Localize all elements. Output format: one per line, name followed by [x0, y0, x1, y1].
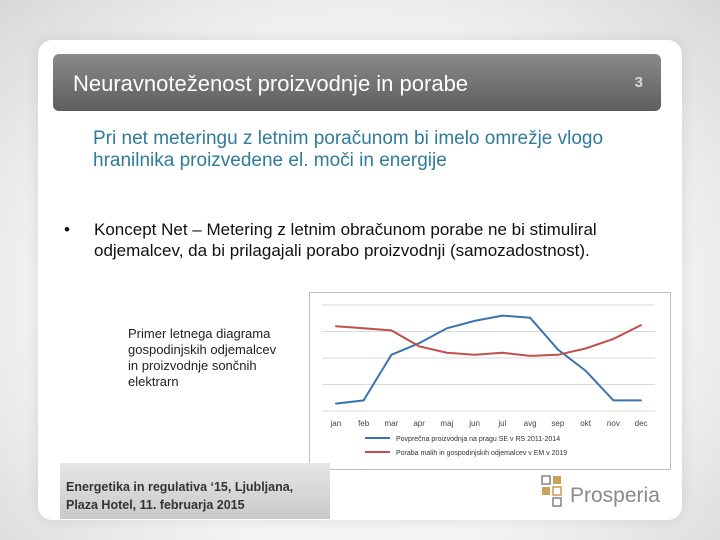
- x-tick-label: dec: [634, 419, 648, 428]
- x-tick-label: maj: [440, 419, 454, 428]
- logo-mark-icon: [540, 474, 568, 510]
- slide-title: Neuravnoteženost proizvodnje in porabe: [73, 71, 469, 96]
- data-point: [557, 349, 559, 351]
- data-point: [390, 354, 392, 356]
- data-point: [612, 338, 614, 340]
- data-point: [529, 355, 531, 357]
- data-point: [363, 327, 365, 329]
- data-point: [446, 352, 448, 354]
- x-tick-label: okt: [580, 419, 591, 428]
- footer-text: [66, 478, 328, 514]
- logo-text: Prosperia: [570, 484, 660, 507]
- x-tick-label: mar: [384, 419, 399, 428]
- data-point: [418, 345, 420, 347]
- x-tick-label: apr: [413, 419, 425, 428]
- data-point: [640, 324, 642, 326]
- footer-box: [60, 463, 330, 519]
- legend-entry: Povprečna proizvodnja na pragu SE v RS 2011-2014: [396, 436, 561, 443]
- line-chart: [310, 293, 670, 469]
- data-point: [418, 342, 420, 344]
- data-point: [335, 403, 337, 405]
- data-point: [640, 400, 642, 402]
- data-point: [474, 320, 476, 322]
- bullet-text: Koncept Net – Metering z letnim obračunom porabe ne bi stimuliral odjemalcev, da bi prilagajali porabo proizvodnji (samozadostnost).: [94, 220, 597, 260]
- x-tick-label: avg: [523, 419, 537, 428]
- x-tick-label: jun: [469, 419, 480, 428]
- legend-entry: Poraba malih in gospodinjskih odjemalcev v EM v 2019: [396, 450, 568, 457]
- x-tick-label: sep: [551, 419, 565, 428]
- data-point: [612, 400, 614, 402]
- series-line-2: [336, 325, 641, 356]
- data-point: [501, 315, 503, 317]
- data-point: [585, 348, 587, 350]
- footer-line-2: Plaza Hotel, 11. februarja 2015: [66, 498, 245, 512]
- bullet-marker: •: [64, 220, 70, 239]
- x-tick-label: feb: [358, 419, 370, 428]
- data-point: [335, 325, 337, 327]
- data-point: [557, 354, 559, 356]
- slide-number: 3: [634, 74, 643, 91]
- intro-text: Pri net meteringu z letnim poračunom bi imelo omrežje vlogo hranilnika proizvedene el. moči in energije: [93, 128, 604, 171]
- data-point: [363, 400, 365, 402]
- title-bar: [53, 54, 661, 111]
- data-point: [474, 354, 476, 356]
- data-point: [529, 317, 531, 319]
- data-point: [390, 330, 392, 332]
- chart-caption: Primer letnega diagrama gospodinjskih odjemalcev in proizvodnje sončnih elektrarn: [128, 326, 277, 389]
- x-tick-label: nov: [606, 419, 620, 428]
- data-point: [446, 327, 448, 329]
- data-point: [585, 370, 587, 372]
- chart-image: [309, 292, 671, 470]
- footer-line-1: Energetika in regulativa ‘15, Ljubljana,: [66, 480, 294, 494]
- x-tick-label: jul: [498, 419, 507, 428]
- data-point: [501, 352, 503, 354]
- prosperia-logo: [540, 474, 660, 514]
- x-tick-label: jan: [330, 419, 342, 428]
